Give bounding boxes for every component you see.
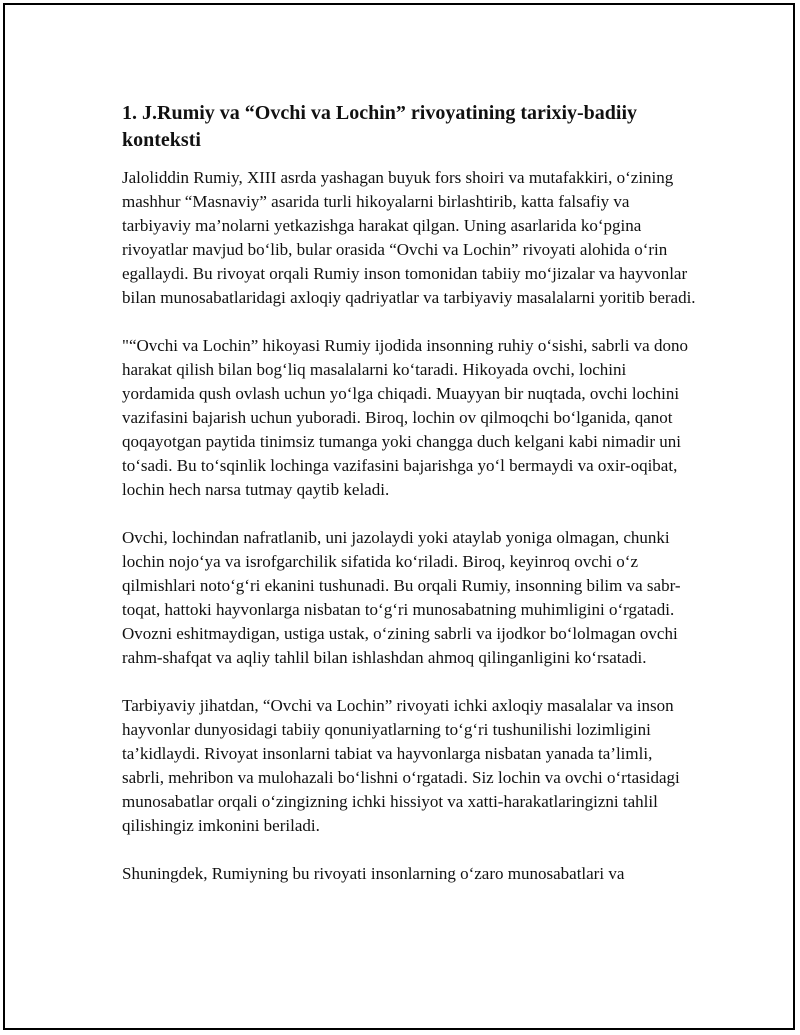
section-heading: 1. J.Rumiy va “Ovchi va Lochin” rivoyatining tarixiy-badiiy konteksti: [122, 102, 638, 151]
paragraph-2: "“Ovchi va Lochin” hikoyasi Rumiy ijodida insonning ruhiy o‘sishi, sabrli va dono harakat qilish bilan bog‘liq masalalarni ko‘taradi. Hikoyada ovchi, lochini yordamida qush ovlash uchun yo‘lga chiqadi. Muayyan bir nuqtada, ovchi lochini vazifasini bajarish uchun yuboradi. Biroq, lochin ov qilmoqchi bo‘lganida, qanot qoqayotgan paytida tinimsiz tumanga yoki changga duch kelgani kabi nimadir uni to‘sadi. Bu to‘sqinlik lochinga vazifasini bajarishga yo‘l bermaydi va oxir-oqibat, lochin hech narsa tutmay qaytib keladi.: [122, 336, 688, 499]
paragraph-5: Shuningdek, Rumiyning bu rivoyati insonlarning o‘zaro munosabatlari va: [122, 864, 625, 883]
paragraph-1: Jaloliddin Rumiy, XIII asrda yashagan buyuk fors shoiri va mutafakkiri, o‘zining mashhur “Masnaviy” asarida turli hikoyalarni birlashtirib, katta falsafiy va tarbiyaviy ma’nolarni yetkazishga harakat qilgan. Uning asarlarida ko‘pgina rivoyatlar mavjud bo‘lib, bular orasida “Ovchi va Lochin” rivoyati alohida o‘rin egallaydi. Bu rivoyat orqali Rumiy inson tomonidan tabiiy mo‘jizalar va hayvonlar bilan munosabatlaridagi axloqiy qadriyatlar va tarbiyaviy masalalarni yoritib beradi.: [122, 168, 696, 307]
paragraph-3: Ovchi, lochindan nafratlanib, uni jazolaydi yoki ataylab yoniga olmagan, chunki lochin nojo‘ya va isrofgarchilik sifatida ko‘riladi. Biroq, keyinroq ovchi o‘z qilmishlari noto‘g‘ri ekanini tushunadi. Bu orqali Rumiy, insonning bilim va sabr-toqat, hattoki hayvonlarga nisbatan to‘g‘ri munosabatning muhimligini o‘rgatadi. Ovozni eshitmaydigan, ustiga ustak, o‘zining sabrli va ijodkor bo‘lolmagan ovchi rahm-shafqat va aqliy tahlil bilan ishlashdan ahmoq qilinganligini ko‘rsatadi.: [122, 528, 681, 667]
document-body: [122, 100, 697, 910]
paragraph-4: Tarbiyaviy jihatdan, “Ovchi va Lochin” rivoyati ichki axloqiy masalalar va inson hayvonlar dunyosidagi tabiiy qonuniyatlarning to‘g‘ri tushunilishi lozimligini ta’kidlaydi. Rivoyat insonlarni tabiat va hayvonlarga nisbatan yanada ta’limli, sabrli, mehribon va mulohazali bo‘lishni o‘rgatadi. Siz lochin va ovchi o‘rtasidagi munosabatlar orqali o‘zingizning ichki hissiyot va xatti-harakatlaringizni tahlil qilishingiz imkonini beriladi.: [122, 696, 680, 835]
page-frame: [3, 3, 795, 1030]
